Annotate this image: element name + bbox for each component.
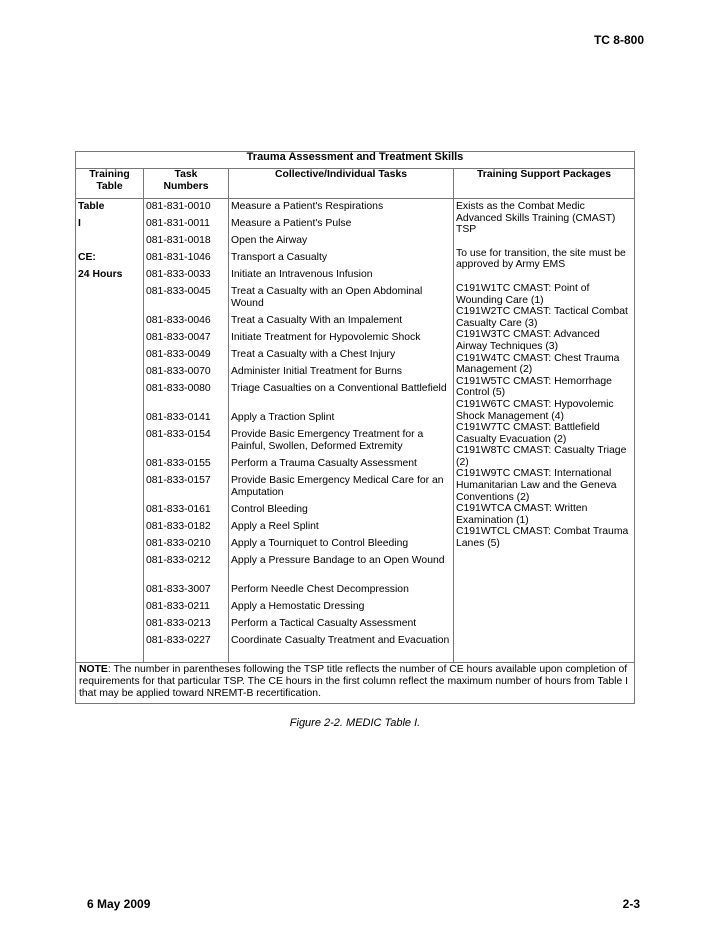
note-text: : The number in parentheses following the TSP title reflects the number of CE hours available upon completion of requirements for that particular TSP. The CE hours in the first column reflect the maximum number of hours from Table I that may be applied toward NREMT-B recertification. — [79, 664, 629, 699]
training-table-line: CE: — [78, 252, 96, 263]
task-name: Apply a Pressure Bandage to an Open Wound — [231, 555, 445, 566]
tsp-package-list — [456, 271, 632, 550]
task-number: 081-833-0161 — [146, 504, 211, 515]
task-number: 081-833-0211 — [146, 601, 210, 612]
task-number: 081-833-0049 — [146, 349, 211, 360]
training-table-line: Table — [78, 201, 105, 212]
note-label: NOTE — [79, 664, 108, 675]
task-number: 081-833-0154 — [146, 429, 211, 440]
task-name: Control Bleeding — [231, 504, 308, 515]
tsp-package: C191WTCA CMAST: Written Examination (1) — [456, 503, 588, 526]
tsp-package: C191W7TC CMAST: Battlefield Casualty Evacuation (2) — [456, 422, 600, 445]
tsp-package: C191W2TC CMAST: Tactical Combat Casualty Care (3) — [456, 306, 628, 329]
task-name: Apply a Reel Splint — [231, 521, 319, 532]
task-number: 081-833-0213 — [146, 618, 211, 629]
task-number: 081-833-3007 — [146, 584, 211, 595]
task-name: Administer Initial Treatment for Burns — [231, 366, 402, 377]
header-tasks: Collective/Individual Tasks — [229, 169, 454, 199]
header-training-table: Training Table — [76, 169, 144, 199]
tsp-package: C191WTCL CMAST: Combat Trauma Lanes (5) — [456, 526, 629, 550]
task-name: Apply a Tourniquet to Control Bleeding — [231, 538, 409, 549]
task-number: 081-833-0210 — [146, 538, 211, 549]
footer-date: 6 May 2009 — [87, 897, 151, 911]
task-name: Apply a Hemostatic Dressing — [231, 601, 365, 612]
task-name: Transport a Casualty — [231, 252, 328, 263]
task-number: 081-831-0011 — [146, 218, 210, 229]
tsp-transition: To use for transition, the site must be approved by Army EMS — [456, 247, 626, 271]
task-number: 081-833-0047 — [146, 332, 211, 343]
task-name: Treat a Casualty with an Open Abdominal Wound — [231, 286, 423, 309]
task-name: Open the Airway — [231, 235, 308, 246]
task-number: 081-833-0033 — [146, 269, 211, 280]
figure-caption: Figure 2-2. MEDIC Table I. — [289, 717, 421, 729]
task-number: 081-833-0157 — [146, 475, 211, 486]
task-name: Treat a Casualty With an Impalement — [231, 315, 403, 326]
tsp-package: C191W4TC CMAST: Chest Trauma Management (2) — [456, 352, 620, 376]
task-name: Provide Basic Emergency Medical Care for an Amputation — [231, 475, 444, 498]
task-number: 081-833-0070 — [146, 366, 211, 377]
training-table-line: 24 Hours — [78, 269, 123, 280]
task-name: Perform a Tactical Casualty Assessment — [231, 618, 417, 629]
task-name: Perform Needle Chest Decompression — [231, 584, 409, 595]
task-name: Coordinate Casualty Treatment and Evacuation — [231, 635, 450, 646]
task-number: 081-833-0141 — [146, 412, 211, 423]
document-id: TC 8-800 — [593, 33, 644, 47]
tsp-intro: Exists as the Combat Medic Advanced Skills Training (CMAST) TSP — [456, 201, 616, 236]
task-name: Measure a Patient's Respirations — [231, 201, 384, 212]
task-name: Apply a Traction Splint — [231, 412, 335, 423]
task-number: 081-833-0046 — [146, 315, 211, 326]
tsp-package: C191W8TC CMAST: Casualty Triage (2) — [456, 445, 627, 468]
task-number: 081-833-0212 — [146, 555, 211, 566]
task-numbers-cell — [144, 199, 229, 663]
task-number: 081-831-0018 — [146, 235, 211, 246]
task-number: 081-833-0045 — [146, 286, 211, 297]
table-note — [76, 663, 635, 704]
medic-table — [75, 151, 635, 704]
tasks-cell — [229, 199, 454, 663]
task-number: 081-831-0010 — [146, 201, 211, 212]
tsp-package: C191W9TC CMAST: International Humanitarian Law and the Geneva Conventions (2) — [456, 468, 617, 503]
task-name: Provide Basic Emergency Treatment for a Painful, Swollen, Deformed Extremity — [231, 429, 424, 452]
table-title: Trauma Assessment and Treatment Skills — [76, 152, 635, 169]
task-name: Perform a Trauma Casualty Assessment — [231, 458, 417, 469]
tsp-package: C191W5TC CMAST: Hemorrhage Control (5) — [456, 375, 612, 399]
footer-page-number: 2-3 — [622, 897, 640, 911]
task-name: Measure a Patient's Pulse — [231, 218, 352, 229]
tsp-package: C191W3TC CMAST: Advanced Airway Techniques (3) — [456, 329, 600, 352]
training-table-line: I — [78, 218, 81, 229]
task-name: Initiate Treatment for Hypovolemic Shock — [231, 332, 421, 343]
header-task-numbers: Task Numbers — [144, 169, 229, 199]
task-name: Triage Casualties on a Conventional Battlefield — [231, 383, 447, 394]
tsp-package: C191W6TC CMAST: Hypovolemic Shock Management (4) — [456, 398, 614, 422]
tsp-cell — [454, 199, 635, 663]
task-number: 081-833-0182 — [146, 521, 211, 532]
task-name: Treat a Casualty with a Chest Injury — [231, 349, 396, 360]
training-table-line — [78, 233, 141, 250]
task-number: 081-833-0227 — [146, 635, 211, 646]
task-name: Initiate an Intravenous Infusion — [231, 269, 373, 280]
training-table-cell — [76, 199, 144, 663]
task-number: 081-831-1046 — [146, 252, 211, 263]
task-number: 081-833-0080 — [146, 383, 211, 394]
task-number: 081-833-0155 — [146, 458, 211, 469]
tsp-package: C191W1TC CMAST: Point of Wounding Care (1) — [456, 282, 590, 306]
header-tsp: Training Support Packages — [454, 169, 635, 199]
